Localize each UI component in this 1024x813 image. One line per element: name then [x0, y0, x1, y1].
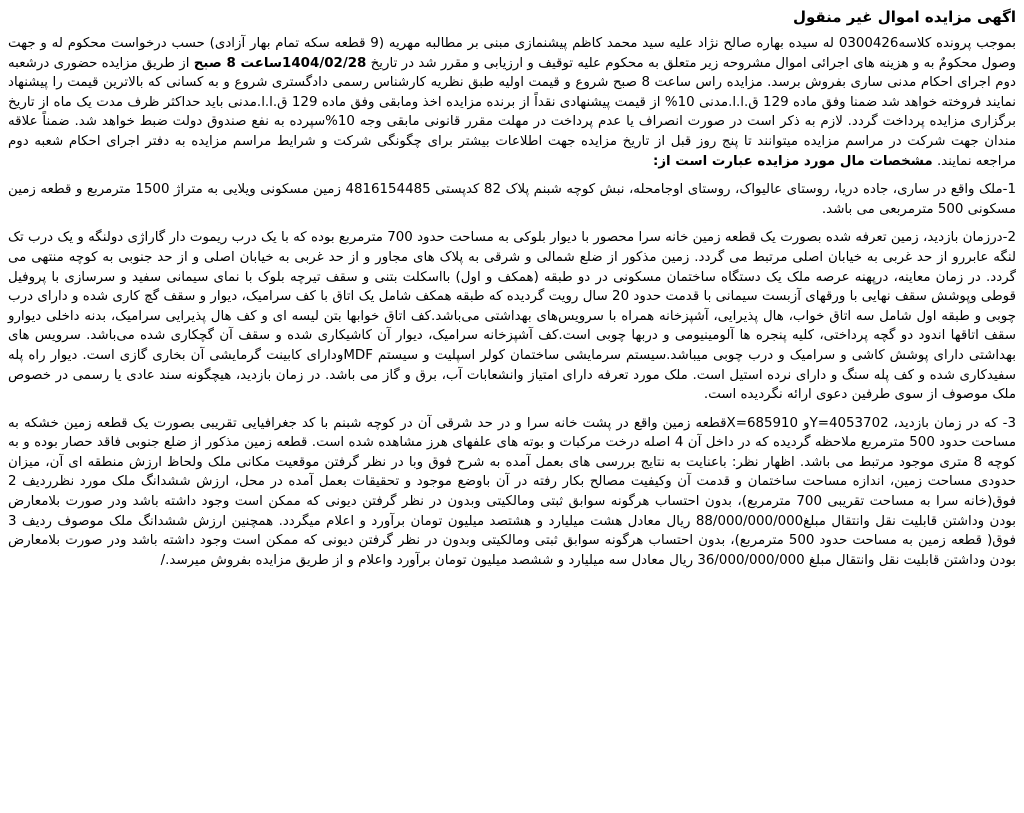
intro-text-part2: از طریق مزایده حضوری درشعبه دوم اجرای احکام مدنی ساری بفروش برسد. مزایده راس ساعت 8 صبح شروع و قیمت اولیه طبق نظریه کارشناس رسمی دادگستری شروع و به کسانی که بالاترین قیمت را پیشنهاد نمایند فروخته خواهد شد ضمنا وفق ماده 129 ق.ا.ا.مدنی 10% از قیمت پیشنهادی نقداً از برنده مزایده اخذ ومابقی وفق ماده 129 ق.ا.ا.مدنی باید حداکثر ظرف مدت یک ماه از تاریخ برگزاری مزایده پرداخت گردد. لازم به ذکر است در صورت انصراف یا عدم پرداخت در مهلت مقرر قانونی مابقی وجه 10%سپرده به نفع صندوق دولت ضبط خواهد شد. ضمناً علاقه مندان جهت شرکت در مراسم مزایده میتوانند تا پنج روز قبل از تاریخ مزایده جهت اطلاعات بیشتر برای چگونگی شرکت و شرایط مراسم مزایده به دفتر اجرای احکام شعبه دوم مراجعه نمایند. — [8, 55, 1017, 169]
auction-date-time: 1404/02/28ساعت 8 صبح — [193, 55, 367, 71]
item-3-paragraph: 3- که در زمان بازدید، Y=4053702و X=685910قطعه زمین واقع در پشت خانه سرا و در حد شرقی آن در کوچه شبنم با کد جغرافیایی تقریبی بصورت یک قطعه زمین خشکه به مساحت حدود 500 مترمربع ملاحظه گردیده که در داخل آن 4 اصله درخت مرکبات و بوته های علفهای هرز مشاهده شده است. قطعه زمین مذکور از ضلع جنوبی فاقد حصار بوده و به کوچه 8 متری موجود مرتبط می باشد. اظهار نظر: باعنایت به نتایج بررسی های بعمل آمده به شرح فوق وبا در نظر گرفتن موقعیت مکانی ملک ولحاظ ارزش منطقه ای آن، میزان حدودی مساحت زمین، اندازه مساحت ساختمان و قدمت آن وکیفیت مصالح بکار رفته در آن باوضع موجود و تحقیقات بعمل آمده در محل، ارزش ششدانگ ملک مورد نظرردیف 2 فوق(خانه سرا به مساحت تقریبی 700 مترمربع)، بدون احتساب هرگونه سوابق ثبتی ومالکیتی وبدون در نظر گرفتن دیونی که ممکن است وجود داشته باشد ودر صورت بلامعارض بودن وداشتن قابلیت نقل وانتقال مبلغ88/000/000/000 ریال معادل هشت میلیارد و هشتصد میلیون تومان برآورد و اعلام میگردد. همچنین ارزش ششدانگ ملک موصوف ردیف 3 فوق( قطعه زمین به مساحت حدود 500 مترمربع)، بدون احتساب هرگونه سوابق ثبتی ومالکیتی وبدون در نظر گرفتن دیونی که ممکن است وجود داشته باشد ودر صورت بلامعارض بودن وداشتن قابلیت نقل وانتقال مبلغ 36/000/000/000 ریال معادل سه میلیارد و ششصد میلیون تومان برآورد واعلام و از طریق مزایده بفروش میرسد./ — [8, 415, 1017, 568]
item-2-paragraph: 2-درزمان بازدید، زمین تعرفه شده بصورت یک قطعه زمین خانه سرا محصور با دیوار بلوکی به مساحت حدود 700 مترمربع بوده که با یک درب ریموت دار گاراژی دولنگه و یک درب تک لنگه عابررو از حد غربی به خیابان اصلی مرتبط می گردد. زمین مذکور از ضلع شمالی و شرقی به پلاک های مجاور و از حد غربی به خیابان اصلی و از حد جنوبی به کوچه منتهی می گردد. در زمان معاینه، درپهنه عرصه ملک یک دستگاه ساختمان مسکونی در دو طبقه (همکف و اول) بااسکلت بتنی و سقف تیرچه بلوک با نمای سیمانی سفید و سرسازی با پروفیل قوطی وپوشش سقف نهایی با ورقهای آزبست سیمانی با قدمت حدود 20 سال رویت گردیده که طبقه همکف شامل یک اتاق با کف سرامیک، دیوار و سقف گچ کاری شده و دارای درب چوبی و طبقه اول شامل سه اتاق خواب، هال پذیرایی، آشپزخانه همراه با سرویس‌های بهداشتی می‌باشد.کف اتاق خوابها بتن لیسه ای و کف هال پذیرایی سرامیک، بدنه داخلی دیوارو سقف اتاقها اندود دو گچه پرداختی، کلیه پنجره ها آلومینیومی و دربها چوبی است.کف آشپزخانه سرامیک، دیوار آن کاشیکاری شده و سقف آن گچکاری شده می‌باشد. سرویس های بهداشتی دارای پوشش کاشی و سرامیک و درب چوبی میباشد.سیستم سرمایشی ساختمان کولر اسپلیت و سیستم MDFودارای کابینت گرمایشی آن بخاری گازی است. دیوار راه پله سفیدکاری شده و کف پله سنگ و دارای نرده استیل است. ملک مورد تعرفه دارای امتیاز وانشعابات آب، برق و گاز می باشد. در زمان بازدید، هیچگونه سند عادی یا رسمی در خصوص ملک موصوف از سوی طرفین دعوی ارائه نگردیده است. — [8, 230, 1016, 403]
notice-title: اگهی مزایده اموال غیر منقول — [792, 8, 1016, 26]
intro-text-part1: بموجب پرونده کلاسه0300426 له سیده بهاره صالح نژاد علیه سید محمد کاظم پیشنمازی مبنی بر مطالبه مهریه (9 قطعه سکه تمام بهار آزادی) حسب درخواست محکوم له و جهت وصول محکومٌ به و هزینه های اجرائی اموال مشروحه زیر متعلق به محکوم علیه توقیف و ارزیابی و مقرر شد در تاریخ — [8, 36, 1016, 71]
intro-paragraph — [8, 34, 1016, 171]
specs-heading: مشخصات مال مورد مزایده عبارت است از: — [652, 153, 933, 169]
item-1-paragraph: 1-ملک واقع در ساری، جاده دریا، روستای عالیواک، روستای اوجامحله، نبش کوچه شبنم پلاک 82 کدپستی 4816154485 زمین مسکونی ویلایی به متراژ 1500 مترمربع و قطعه زمین مسکونی 500 مترمربعی می باشد. — [8, 182, 1016, 217]
